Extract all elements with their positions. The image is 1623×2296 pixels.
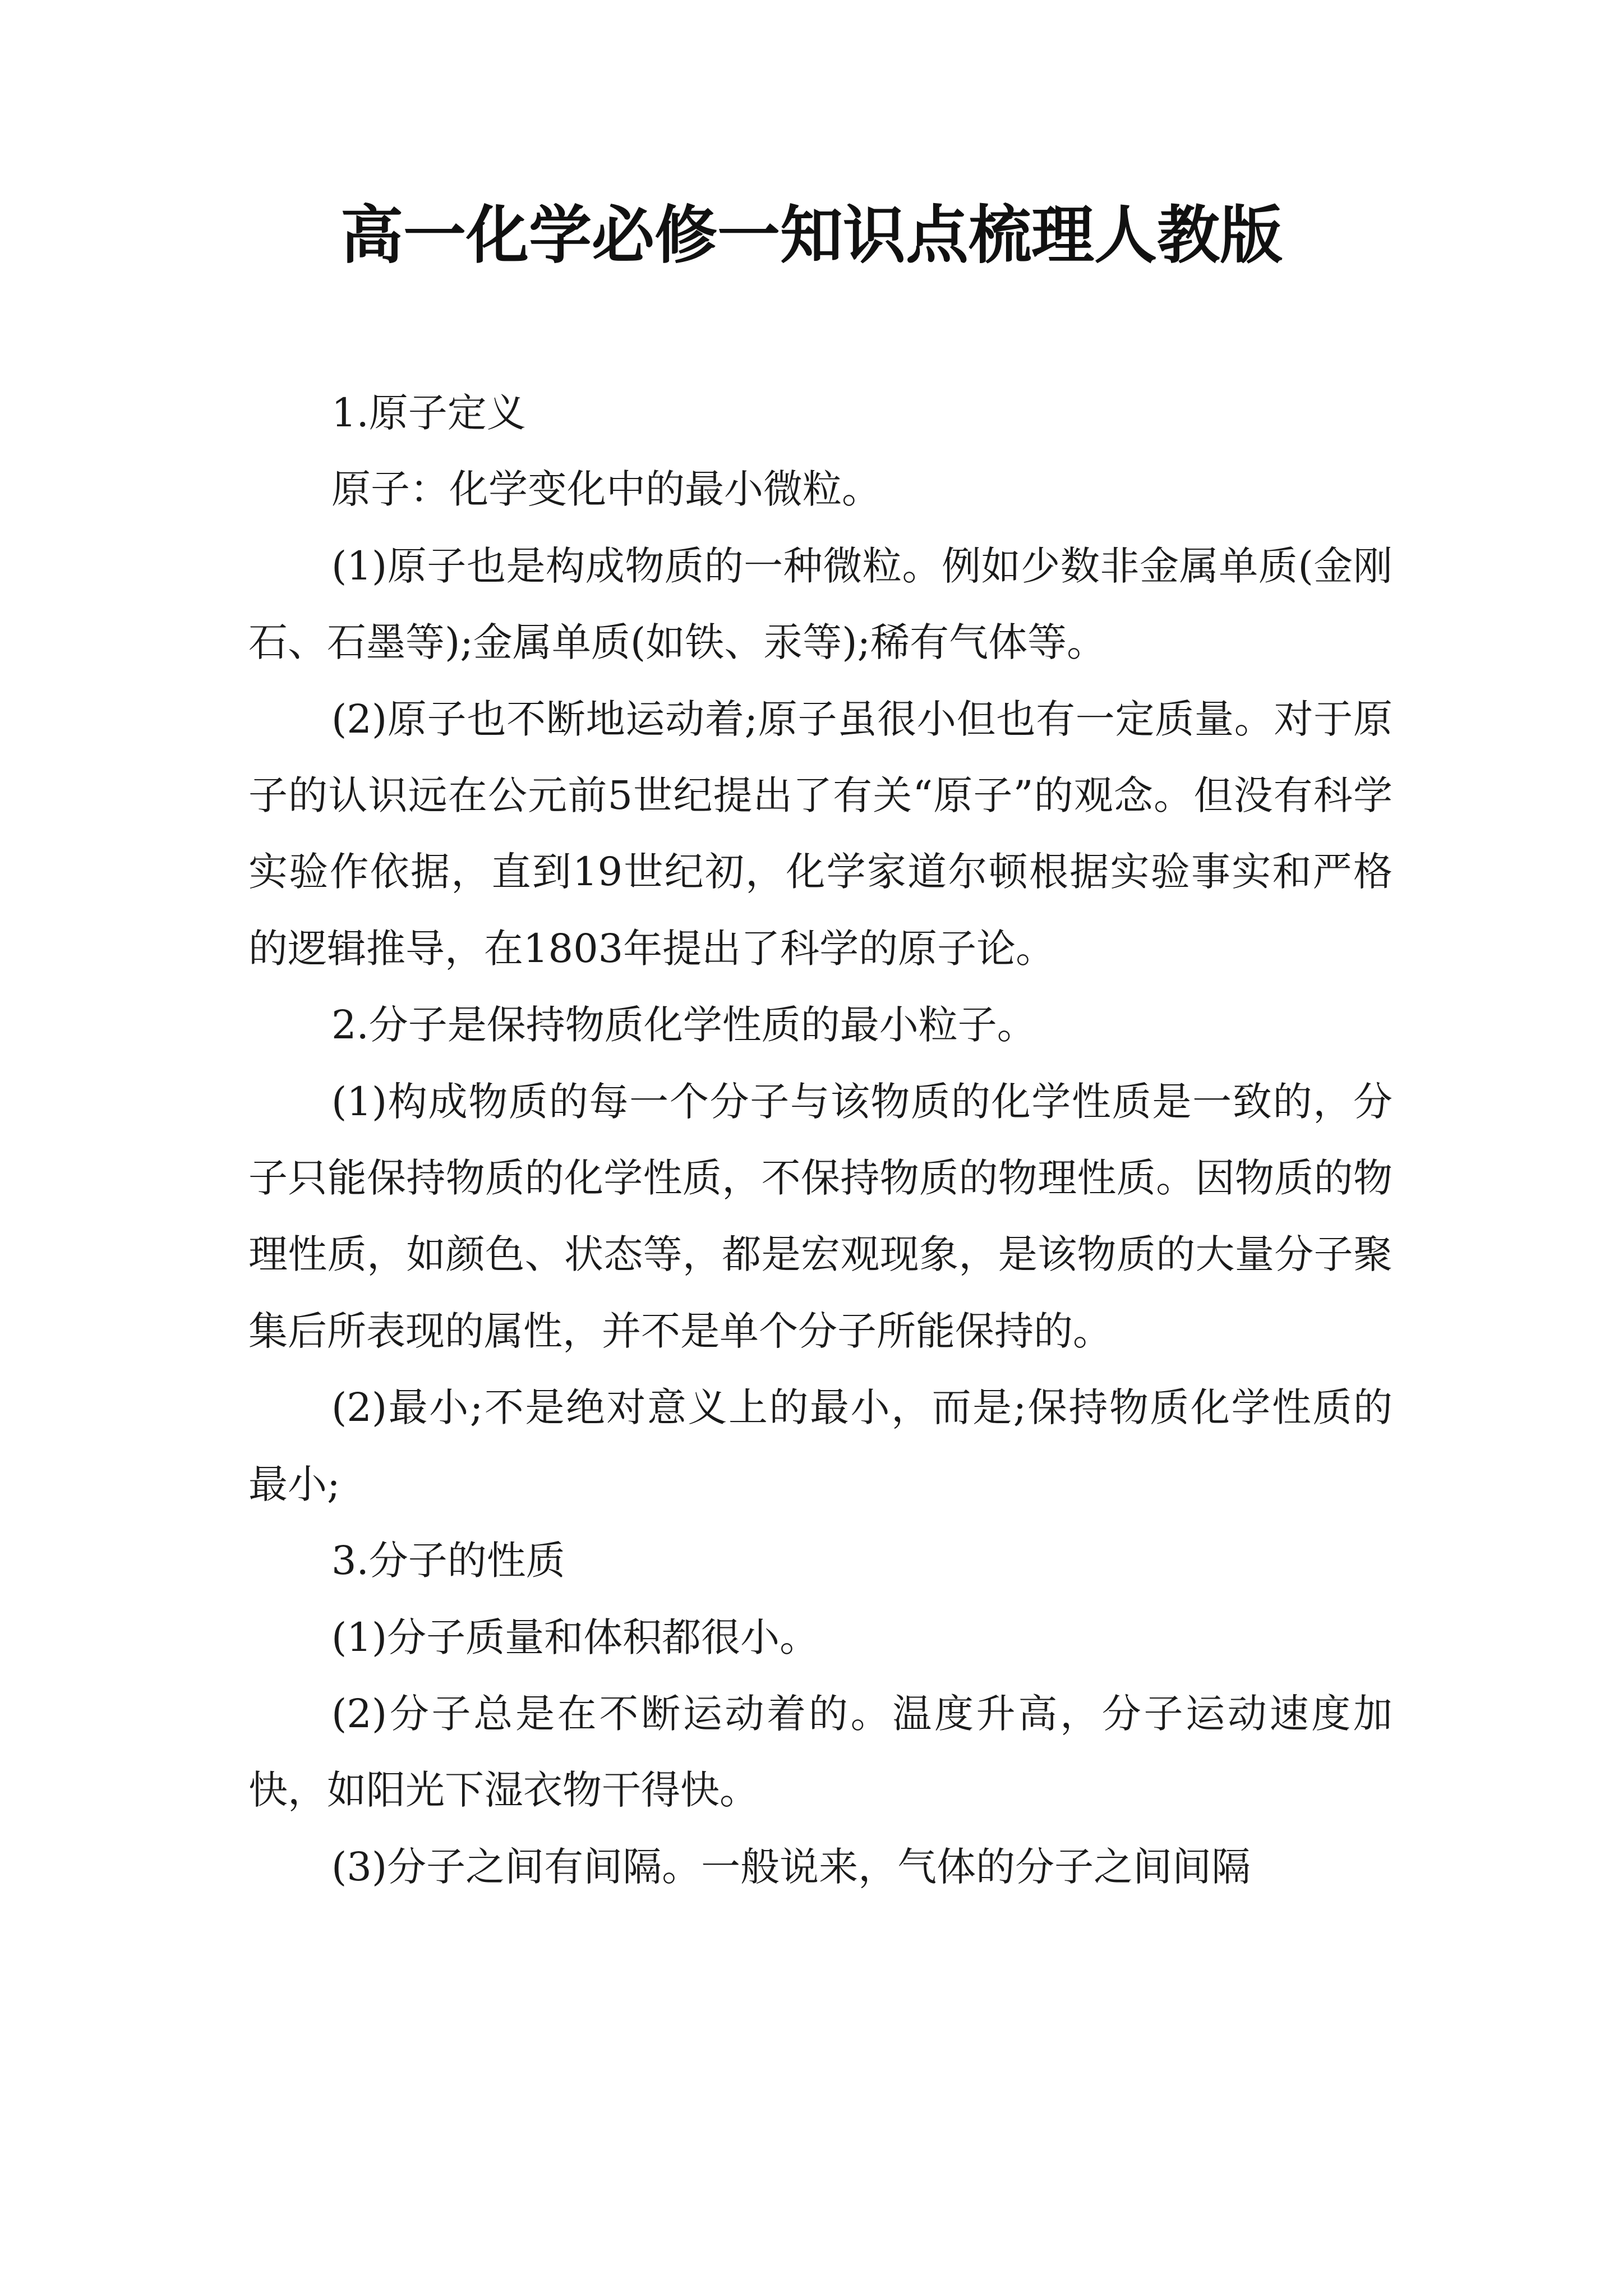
paragraph-property-3: (3)分子之间有间隔。一般说来，气体的分子之间间隔: [331, 1843, 1251, 1890]
paragraph-heading-atom-definition: 1.原子定义: [331, 390, 526, 436]
paragraph-property-1: (1)分子质量和体积都很小。: [331, 1614, 819, 1660]
paragraph-atom-point-2: (2)原子也不断地运动着;原子虽很小但也有一定质量。对于原子的认识远在公元前5世纪提出了有关“原子”的观念。但没有科学实验作依据，直到19世纪初，化学家道尔顿根据实验事实和严格的逻辑推导，在1803年提出了科学的原子论。: [248, 696, 1393, 972]
document-body: [248, 375, 1393, 1905]
paragraph-atom-definition: 原子：化学变化中的最小微粒。: [331, 466, 881, 513]
paragraph-heading-molecule: 2.分子是保持物质化学性质的最小粒子。: [331, 1002, 1036, 1048]
paragraph-property-2: (2)分子总是在不断运动着的。温度升高，分子运动速度加快，如阳光下湿衣物干得快。: [248, 1690, 1393, 1814]
paragraph-heading-molecule-properties: 3.分子的性质: [331, 1538, 565, 1584]
paragraph-atom-point-1: (1)原子也是构成物质的一种微粒。例如少数非金属单质(金刚石、石墨等);金属单质(如铁、汞等);稀有气体等。: [248, 542, 1393, 666]
document-title: 高一化学必修一知识点梳理人教版: [340, 199, 1283, 272]
paragraph-molecule-point-1: (1)构成物质的每一个分子与该物质的化学性质是一致的，分子只能保持物质的化学性质，不保持物质的物理性质。因物质的物理性质，如颜色、状态等，都是宏观现象，是该物质的大量分子聚集后所表现的属性，并不是单个分子所能保持的。: [248, 1078, 1393, 1354]
paragraph-molecule-point-2: (2)最小;不是绝对意义上的最小，而是;保持物质化学性质的最小;: [248, 1384, 1393, 1507]
